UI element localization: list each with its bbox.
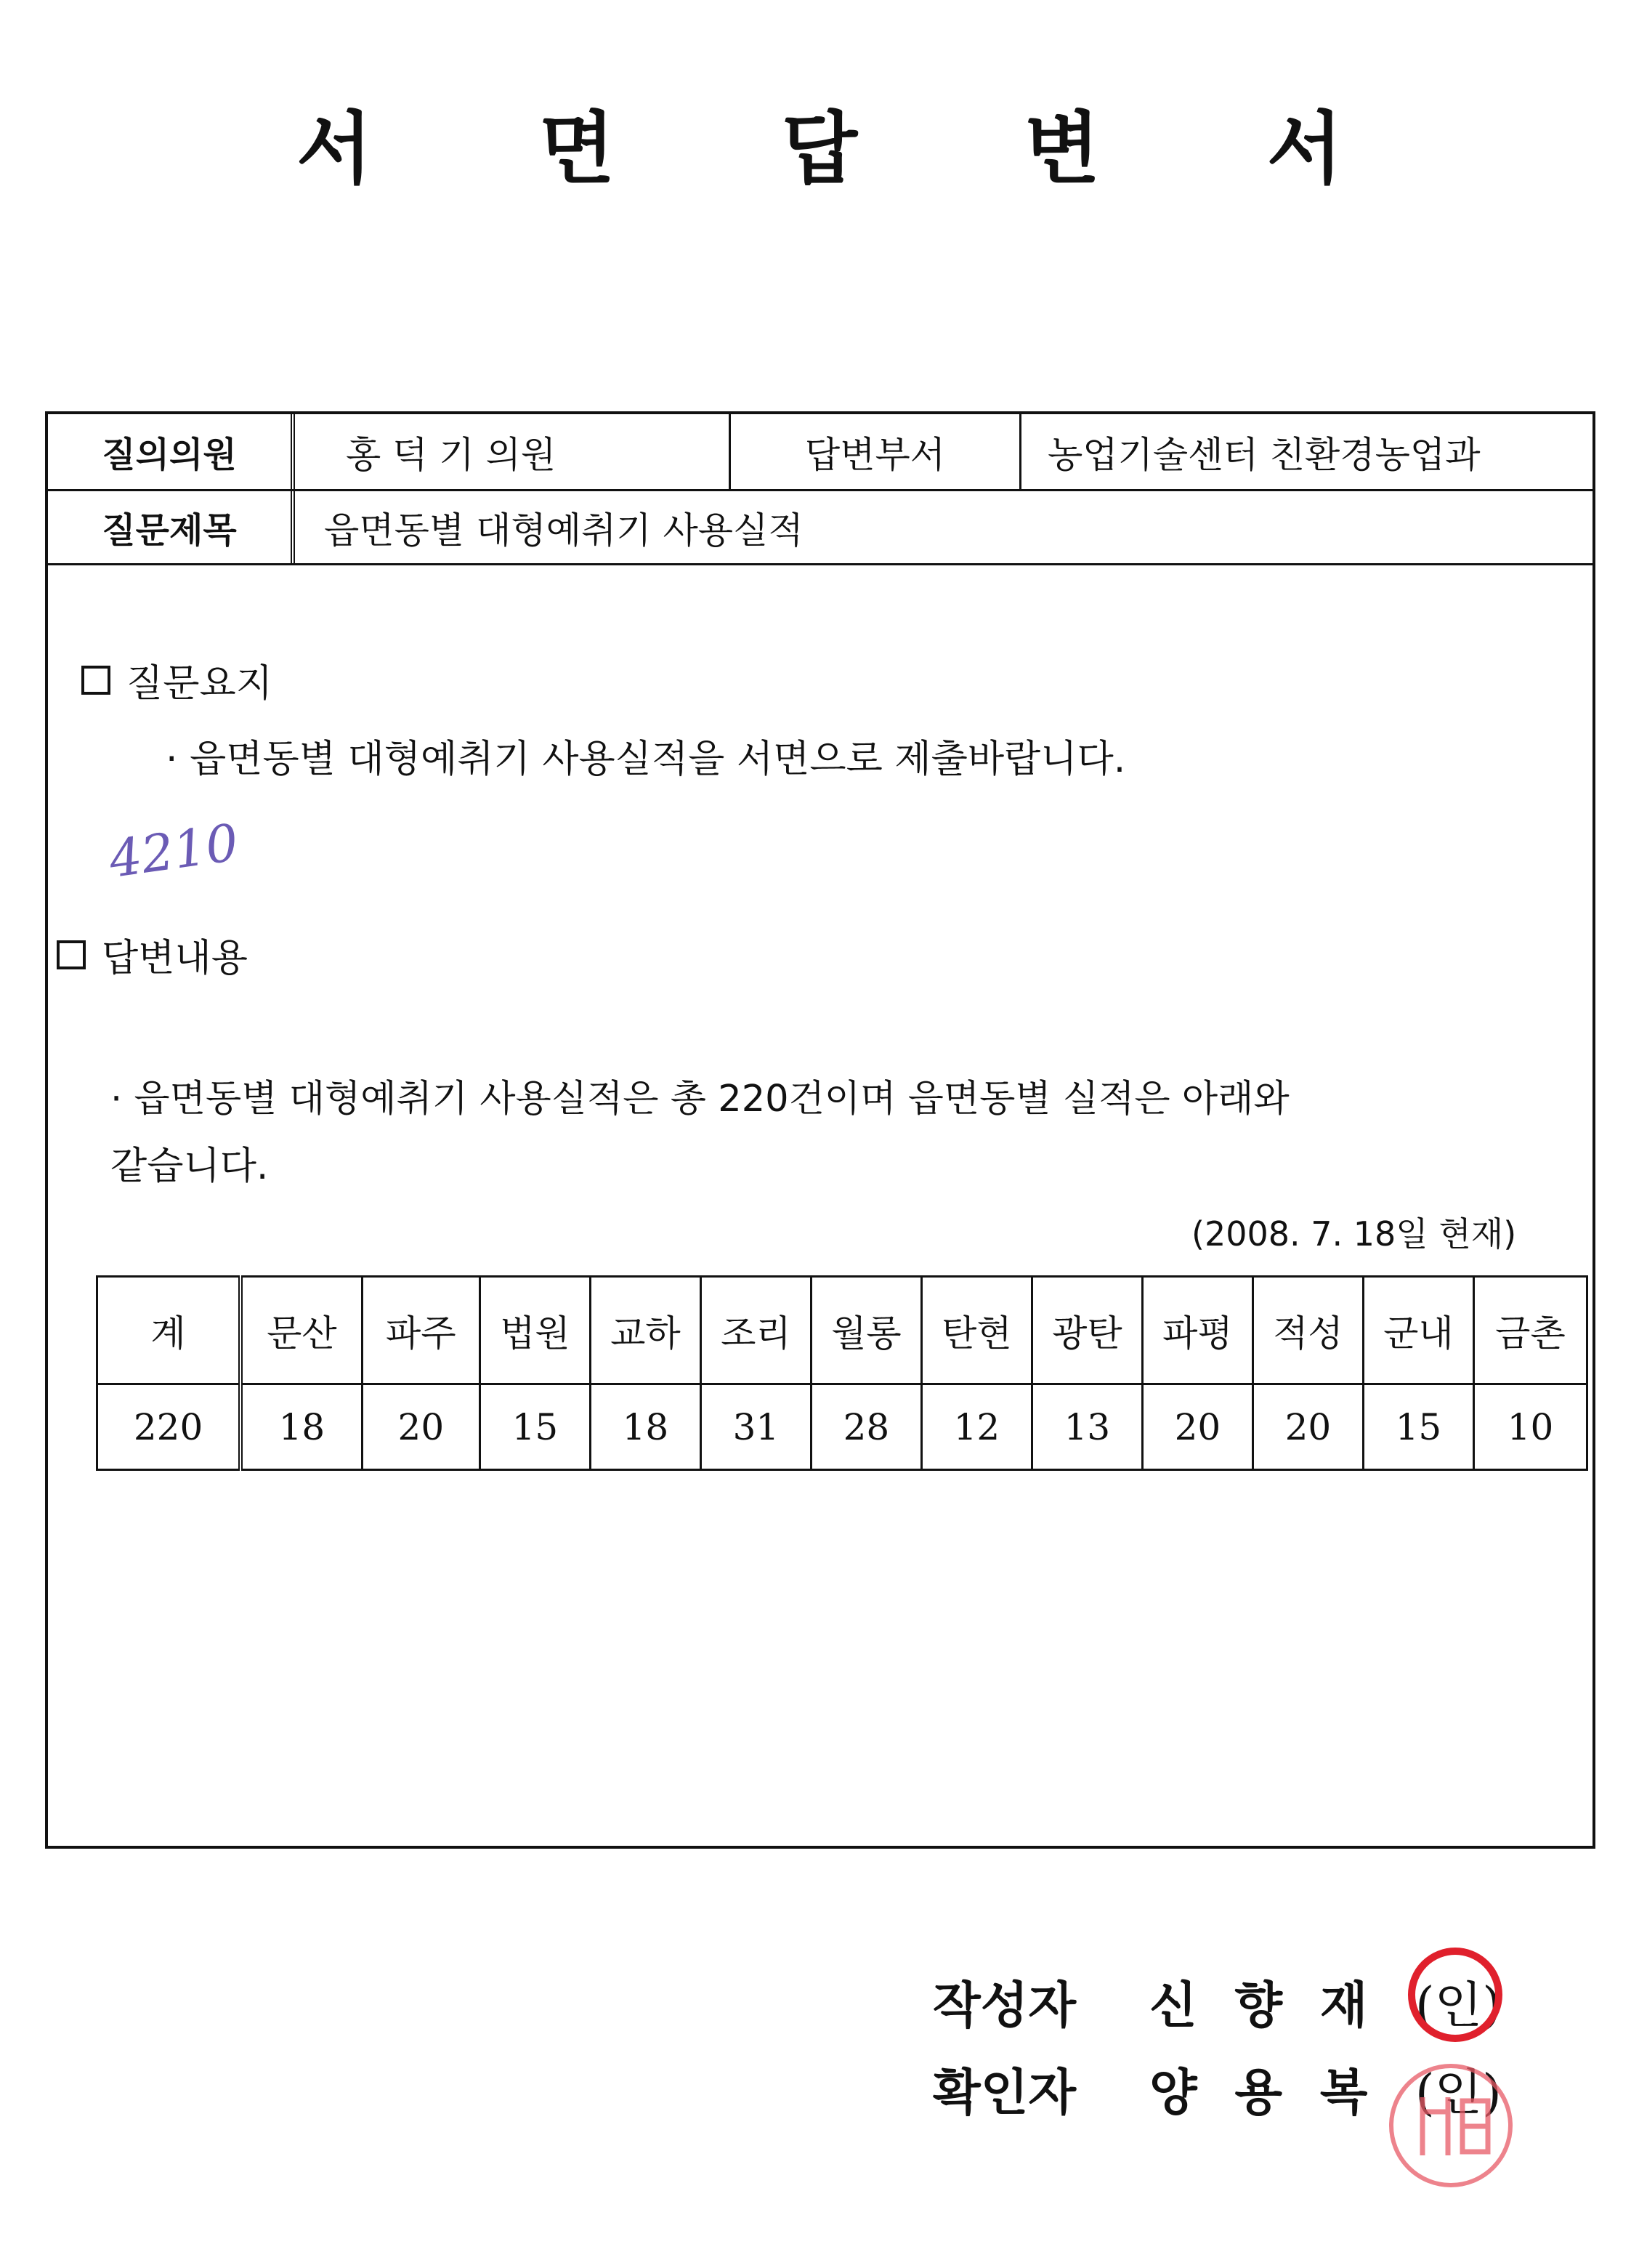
table-header-cell: 파평 — [1142, 1277, 1252, 1384]
table-value-cell: 15 — [1363, 1384, 1473, 1470]
table-header-cell: 광탄 — [1032, 1277, 1142, 1384]
date-note: (2008. 7. 18일 현재) — [1191, 1214, 1517, 1254]
confirm-label: 확인자 — [933, 2064, 1077, 2122]
table-value-cell: 13 — [1032, 1384, 1142, 1470]
answer-text-line2: 같습니다. — [110, 1145, 269, 1188]
dept-value: 농업기술센터 친환경농업과 — [1048, 433, 1481, 476]
writer-name: 신 향 재 — [1149, 1977, 1378, 2035]
table-value-row — [97, 1384, 1587, 1470]
subject-value: 읍면동별 대형예취기 사용실적 — [324, 509, 804, 552]
table-value-cell: 20 — [362, 1384, 479, 1470]
confirm-seal-mark: (인) — [1415, 2065, 1502, 2122]
table-value-cell: 18 — [240, 1384, 362, 1470]
header-row-questioner — [48, 414, 1593, 491]
table-header-cell: 탄현 — [921, 1277, 1032, 1384]
table-value-cell: 12 — [921, 1384, 1032, 1470]
header-row-subject — [48, 491, 1593, 565]
answer-form-frame — [45, 411, 1595, 1849]
seal-pattern-icon — [1393, 2068, 1510, 2184]
document-title: 서 면 답 변 서 — [296, 104, 1413, 195]
table-value-cell: 220 — [97, 1384, 241, 1470]
question-summary-heading — [81, 653, 272, 707]
subject-label: 질문제목 — [48, 491, 295, 563]
table-header-cell: 월롱 — [811, 1277, 921, 1384]
questioner-label: 질의의원 — [48, 414, 295, 489]
table-value-cell: 20 — [1142, 1384, 1252, 1470]
dept-label: 답변부서 — [731, 414, 1021, 489]
confirm-name: 양 용 복 — [1149, 2064, 1378, 2122]
table-header-cell: 군내 — [1363, 1277, 1473, 1384]
confirm-seal-stamp-icon — [1389, 2064, 1513, 2187]
table-header-cell: 법원 — [479, 1277, 590, 1384]
table-header-cell: 문산 — [240, 1277, 362, 1384]
answer-heading — [57, 927, 248, 982]
table-header-row — [97, 1277, 1587, 1384]
table-header-cell: 적성 — [1252, 1277, 1363, 1384]
writer-seal-mark: (인) — [1415, 1977, 1502, 2035]
table-value-cell: 20 — [1252, 1384, 1363, 1470]
table-header-cell: 금촌 — [1473, 1277, 1587, 1384]
handwritten-note: 4210 — [105, 812, 242, 889]
question-summary-heading-text: 질문요지 — [126, 662, 272, 706]
table-value-cell: 15 — [479, 1384, 590, 1470]
checkbox-square-icon — [57, 940, 86, 969]
usage-stats-table — [96, 1275, 1588, 1471]
answer-text-line1: · 읍면동별 대형예취기 사용실적은 총 220건이며 읍면동별 실적은 아래와 — [110, 1078, 1290, 1121]
table-header-cell: 교하 — [590, 1277, 700, 1384]
table-value-cell: 18 — [590, 1384, 700, 1470]
writer-label: 작성자 — [933, 1977, 1077, 2035]
questioner-value: 홍 덕 기 의원 — [295, 414, 731, 489]
question-summary-text: · 읍면동별 대형예취기 사용실적을 서면으로 제출바랍니다. — [166, 738, 1126, 781]
table-value-cell: 31 — [700, 1384, 811, 1470]
answer-heading-text: 답변내용 — [102, 937, 248, 980]
checkbox-square-icon — [81, 666, 110, 695]
table-header-cell: 계 — [97, 1277, 241, 1384]
table-header-cell: 파주 — [362, 1277, 479, 1384]
table-value-cell: 10 — [1473, 1384, 1587, 1470]
table-header-cell: 조리 — [700, 1277, 811, 1384]
writer-seal-stamp-icon — [1408, 1948, 1502, 2042]
table-value-cell: 28 — [811, 1384, 921, 1470]
